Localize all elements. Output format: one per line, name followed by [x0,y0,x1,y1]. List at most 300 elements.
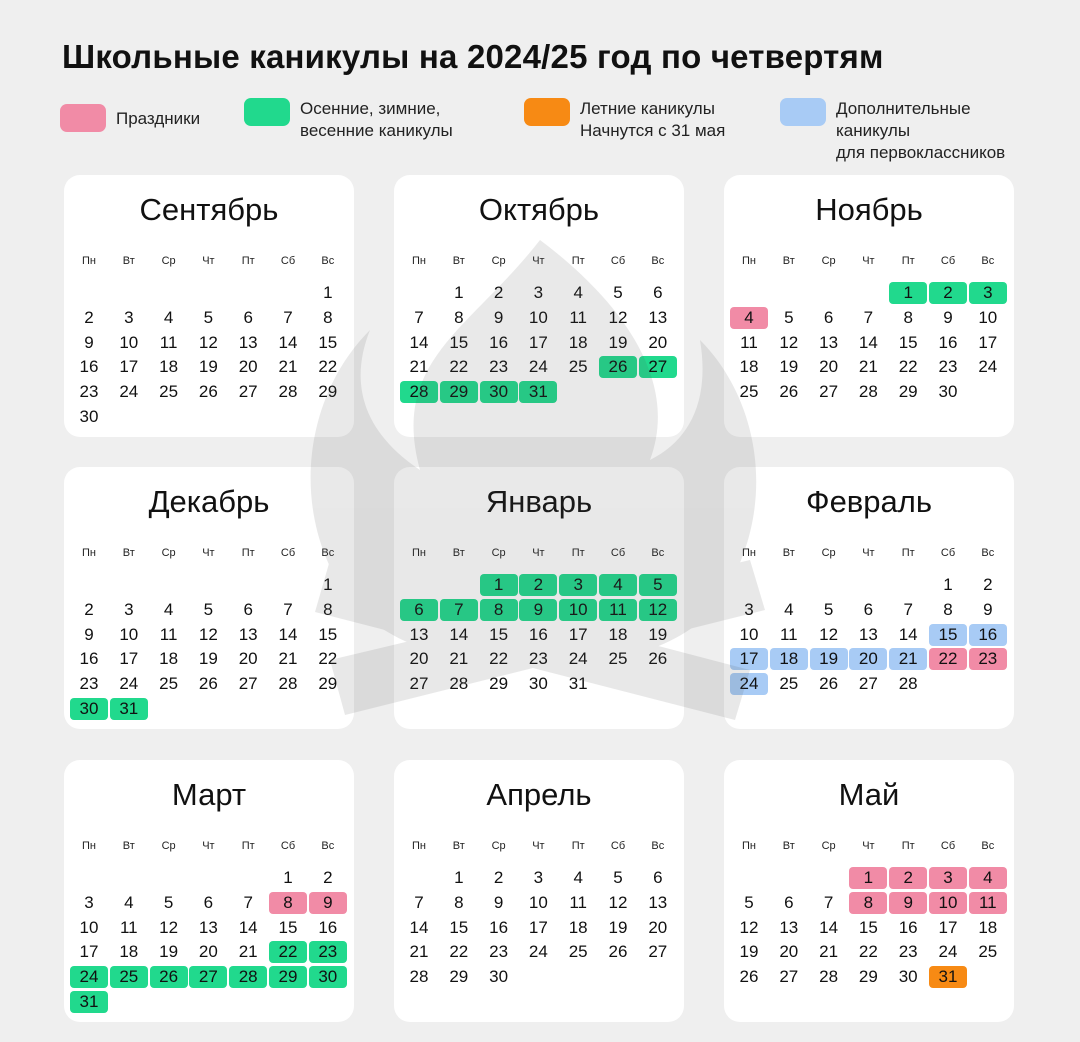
month-card [394,760,684,1022]
weekday-label: Сб [610,547,626,559]
day-cell: 22 [929,648,967,670]
day-cell: 9 [84,332,94,352]
month-card [64,760,354,1022]
day-cell: 19 [608,332,628,352]
legend-label-line: Летние каникулы [580,99,715,118]
month-name: Октябрь [478,192,600,227]
day-cell: 28 [819,967,839,987]
day-cell: 31 [110,698,148,720]
day-cell: 20 [198,942,218,962]
day-cell: 19 [810,648,848,670]
weekday-label: Пн [82,547,96,559]
legend-label-line: Праздники [116,109,201,128]
month-name: Март [171,777,247,812]
weekday-label: Вс [321,255,335,267]
day-cell: 10 [528,307,548,327]
day-cell: 25 [110,966,148,988]
day-cell: 3 [969,282,1007,304]
weekday-label: Пт [901,255,915,267]
weekday-label: Сб [610,255,626,267]
day-cell: 27 [779,967,799,987]
day-cell: 11 [569,307,588,327]
day-cell: 20 [648,917,668,937]
weekday-label: Пн [742,840,756,852]
day-cell: 21 [858,357,878,377]
legend-swatch-extra [780,98,826,126]
day-cell: 13 [648,892,668,912]
day-cell: 31 [929,966,967,988]
day-cell: 20 [819,357,839,377]
day-cell: 23 [898,942,918,962]
day-cell: 26 [150,966,188,988]
weekday-label: Пн [412,840,426,852]
day-cell: 14 [858,332,878,352]
day-cell: 6 [653,868,663,887]
day-cell: 7 [414,307,424,327]
weekday-label: Чт [532,547,545,559]
day-cell: 28 [898,674,918,694]
day-cell: 14 [409,917,429,937]
day-cell: 23 [938,357,958,377]
weekday-label: Чт [532,840,545,852]
weekday-label: Вс [981,547,995,559]
day-cell: 21 [449,649,469,669]
weekday-label: Пт [901,840,915,852]
day-cell: 29 [318,674,338,694]
day-cell: 10 [528,892,548,912]
day-cell: 5 [639,574,677,596]
day-cell: 18 [159,649,179,669]
day-cell: 13 [858,624,878,644]
day-cell: 18 [159,357,179,377]
day-cell: 26 [198,674,218,694]
day-cell: 24 [70,966,108,988]
day-cell: 15 [278,917,298,937]
day-cell: 17 [568,624,588,644]
day-cell: 2 [983,575,993,594]
legend-item-vacation [244,98,453,142]
weekday-label: Сб [280,255,296,267]
weekday-label: Сб [280,840,296,852]
day-cell: 26 [819,674,839,694]
day-cell: 11 [159,624,178,644]
day-cell: 29 [440,381,478,403]
day-cell: 22 [449,942,469,962]
day-cell: 24 [730,673,768,695]
day-cell: 9 [493,892,504,912]
day-cell: 2 [493,868,504,887]
day-cell: 9 [943,307,953,327]
day-cell: 9 [983,599,993,619]
day-cell: 10 [119,332,139,352]
day-cell: 16 [79,649,99,669]
day-cell: 16 [489,332,509,352]
day-cell: 4 [573,868,583,887]
legend-swatch-vacation [244,98,290,126]
day-cell: 5 [744,892,754,912]
day-cell: 8 [480,599,518,621]
day-cell: 22 [269,941,307,963]
day-cell: 31 [70,991,108,1013]
day-cell: 3 [533,283,544,302]
weekday-label: Чт [202,547,215,559]
legend-label [836,98,1005,164]
day-cell: 27 [639,356,677,378]
day-cell: 8 [943,599,953,619]
day-cell: 4 [784,599,794,619]
weekday-label: Пт [241,255,255,267]
day-cell: 19 [648,624,668,644]
weekday-label: Вт [782,547,795,559]
day-cell: 19 [779,357,799,377]
day-cell: 10 [929,892,967,914]
day-cell: 2 [493,283,504,302]
day-cell: 15 [449,332,469,352]
day-cell: 20 [849,648,887,670]
day-cell: 28 [278,382,298,402]
day-cell: 5 [784,307,794,327]
day-cell: 15 [489,624,509,644]
day-cell: 28 [449,674,469,694]
day-cell: 13 [779,917,799,937]
day-cell: 6 [863,599,874,619]
weekday-label: Вс [981,255,995,267]
day-cell: 17 [528,917,548,937]
weekday-label: Ср [821,255,836,267]
day-cell: 6 [400,599,438,621]
day-cell: 22 [489,649,509,669]
day-cell: 29 [858,967,878,987]
day-cell: 17 [79,942,99,962]
weekday-label: Пт [571,840,585,852]
weekday-label: Вс [321,547,335,559]
day-cell: 29 [318,382,338,402]
legend-label-line: каникулы [836,121,911,140]
day-cell: 14 [278,332,298,352]
month-name: Ноябрь [815,192,923,227]
day-cell: 23 [489,942,509,962]
legend-swatch-summer [524,98,570,126]
day-cell: 30 [79,407,99,426]
day-cell: 15 [929,624,967,646]
day-cell: 7 [903,599,913,619]
weekday-label: Вт [122,547,135,559]
weekday-label: Чт [202,840,215,852]
day-cell: 17 [978,332,998,352]
weekday-label: Вс [651,255,665,267]
legend-label [300,98,453,142]
day-cell: 9 [519,599,557,621]
day-cell: 4 [730,307,768,329]
day-cell: 30 [489,967,509,987]
day-cell: 26 [608,942,628,962]
day-cell: 25 [978,942,998,962]
day-cell: 7 [243,892,253,912]
day-cell: 12 [198,624,218,644]
day-cell: 6 [653,283,663,302]
weekday-label: Ср [491,840,506,852]
day-cell: 21 [278,649,298,669]
weekday-label: Сб [940,255,956,267]
legend-item-extra [780,98,1005,164]
day-cell: 5 [613,868,623,887]
day-cell: 5 [823,599,834,619]
weekday-label: Сб [940,840,956,852]
weekday-label: Вт [782,255,795,267]
day-cell: 30 [70,698,108,720]
day-cell: 18 [770,648,808,670]
day-cell: 15 [318,332,338,352]
day-cell: 1 [889,282,927,304]
day-cell: 25 [159,382,179,402]
weekday-label: Пн [742,255,756,267]
day-cell: 23 [79,674,99,694]
day-cell: 24 [938,942,958,962]
day-cell: 7 [283,307,293,327]
day-cell: 25 [608,649,628,669]
weekday-label: Ср [161,547,176,559]
day-cell: 13 [819,332,839,352]
weekday-label: Пт [571,255,585,267]
day-cell: 24 [528,942,548,962]
weekday-label: Сб [280,547,296,559]
day-cell: 27 [858,674,878,694]
day-cell: 23 [489,357,509,377]
day-cell: 22 [318,649,338,669]
weekday-label: Пн [82,255,96,267]
day-cell: 7 [414,892,424,912]
day-cell: 22 [449,357,469,377]
day-cell: 1 [323,575,333,594]
day-cell: 19 [198,357,218,377]
day-cell: 8 [849,892,887,914]
weekday-label: Сб [940,547,956,559]
day-cell: 22 [858,942,878,962]
day-cell: 27 [648,942,668,962]
day-cell: 10 [978,307,998,327]
month-name: Май [838,777,900,812]
day-cell: 24 [119,674,139,694]
day-cell: 20 [238,357,258,377]
day-cell: 5 [203,307,214,327]
day-cell: 14 [238,917,258,937]
day-cell: 16 [318,917,338,937]
day-cell: 21 [278,357,298,377]
day-cell: 30 [309,966,347,988]
day-cell: 1 [849,867,887,889]
day-cell: 5 [613,283,623,302]
day-cell: 12 [198,332,218,352]
day-cell: 5 [203,599,214,619]
day-cell: 8 [323,599,333,619]
day-cell: 14 [898,624,918,644]
day-cell: 18 [739,357,759,377]
day-cell: 11 [779,624,798,644]
day-cell: 4 [163,599,174,619]
day-cell: 19 [159,942,179,962]
day-cell: 21 [409,357,429,377]
day-cell: 3 [929,867,967,889]
day-cell: 26 [739,967,759,987]
day-cell: 11 [740,332,758,352]
day-cell: 13 [238,624,258,644]
day-cell: 14 [819,917,839,937]
weekday-label: Вт [122,255,135,267]
day-cell: 18 [568,332,588,352]
day-cell: 28 [400,381,438,403]
weekday-label: Вс [651,840,665,852]
day-cell: 1 [323,283,333,302]
day-cell: 26 [198,382,218,402]
day-cell: 11 [569,892,588,912]
month-name: Апрель [486,777,592,812]
month-card [724,175,1014,437]
day-cell: 6 [823,307,834,327]
legend-label-line: Дополнительные [836,99,971,118]
day-cell: 16 [489,917,509,937]
legend-label-line: Начнутся с 31 мая [580,121,726,140]
weekday-label: Пт [571,547,585,559]
day-cell: 17 [730,648,768,670]
day-cell: 21 [819,942,839,962]
day-cell: 25 [779,674,799,694]
day-cell: 14 [409,332,429,352]
day-cell: 4 [599,574,637,596]
day-cell: 25 [739,382,759,402]
day-cell: 10 [79,917,99,937]
day-cell: 25 [568,942,588,962]
day-cell: 21 [409,942,429,962]
day-cell: 24 [568,649,588,669]
weekday-label: Пн [82,840,96,852]
day-cell: 7 [440,599,478,621]
day-cell: 16 [969,624,1007,646]
day-cell: 16 [938,332,958,352]
day-cell: 23 [528,649,548,669]
day-cell: 2 [519,574,557,596]
day-cell: 20 [779,942,799,962]
day-cell: 30 [938,382,958,402]
day-cell: 16 [898,917,918,937]
weekday-label: Вс [321,840,335,852]
day-cell: 27 [238,382,258,402]
day-cell: 18 [119,942,139,962]
month-card [64,467,354,729]
day-cell: 6 [243,307,253,327]
day-cell: 30 [480,381,518,403]
weekday-label: Чт [532,255,545,267]
month-card [394,175,684,437]
legend-swatch-holiday [60,104,106,132]
legend-label [116,108,200,130]
day-cell: 15 [318,624,338,644]
weekday-label: Ср [491,255,506,267]
day-cell: 28 [409,967,429,987]
day-cell: 13 [409,624,429,644]
day-cell: 24 [119,382,139,402]
day-cell: 7 [863,307,874,327]
day-cell: 1 [283,868,293,887]
day-cell: 17 [528,332,548,352]
weekday-label: Вт [452,255,465,267]
day-cell: 13 [238,332,258,352]
weekday-label: Вт [122,840,135,852]
day-cell: 2 [929,282,967,304]
day-cell: 15 [858,917,878,937]
day-cell: 10 [739,624,759,644]
day-cell: 24 [528,357,548,377]
day-cell: 28 [858,382,878,402]
day-cell: 2 [323,868,333,887]
day-cell: 11 [599,599,637,621]
day-cell: 2 [84,599,94,619]
day-cell: 21 [889,648,927,670]
day-cell: 21 [238,942,258,962]
day-cell: 7 [823,892,834,912]
day-cell: 17 [119,357,139,377]
day-cell: 18 [568,917,588,937]
legend-label [580,98,725,142]
day-cell: 29 [449,967,469,987]
day-cell: 26 [599,356,637,378]
legend-item-summer [524,98,725,142]
day-cell: 29 [269,966,307,988]
day-cell: 27 [409,674,429,694]
weekday-label: Сб [610,840,626,852]
day-cell: 29 [489,674,509,694]
day-cell: 18 [608,624,628,644]
weekday-label: Пн [412,255,426,267]
day-cell: 30 [528,674,548,694]
day-cell: 6 [784,892,794,912]
weekday-label: Пт [901,547,915,559]
weekday-label: Чт [202,255,215,267]
day-cell: 13 [198,917,218,937]
day-cell: 4 [124,892,134,912]
day-cell: 19 [198,649,218,669]
day-cell: 6 [203,892,214,912]
weekday-label: Вт [452,840,465,852]
day-cell: 12 [819,624,839,644]
day-cell: 9 [84,624,94,644]
day-cell: 30 [898,967,918,987]
day-cell: 10 [119,624,139,644]
day-cell: 12 [779,332,799,352]
day-cell: 20 [648,332,668,352]
day-cell: 3 [124,307,134,327]
legend-label-line: весенние каникулы [300,121,453,140]
day-cell: 20 [238,649,258,669]
day-cell: 6 [243,599,253,619]
day-cell: 9 [493,307,504,327]
day-cell: 27 [238,674,258,694]
day-cell: 4 [573,283,583,302]
weekday-label: Пн [742,547,756,559]
day-cell: 26 [648,649,668,669]
weekday-label: Вт [782,840,795,852]
day-cell: 20 [409,649,429,669]
day-cell: 9 [309,892,347,914]
day-cell: 8 [269,892,307,914]
weekday-label: Чт [862,840,875,852]
day-cell: 3 [84,892,94,912]
day-cell: 1 [480,574,518,596]
day-cell: 24 [978,357,998,377]
day-cell: 17 [119,649,139,669]
day-cell: 8 [903,307,913,327]
weekday-label: Вс [981,840,995,852]
weekday-label: Ср [821,840,836,852]
